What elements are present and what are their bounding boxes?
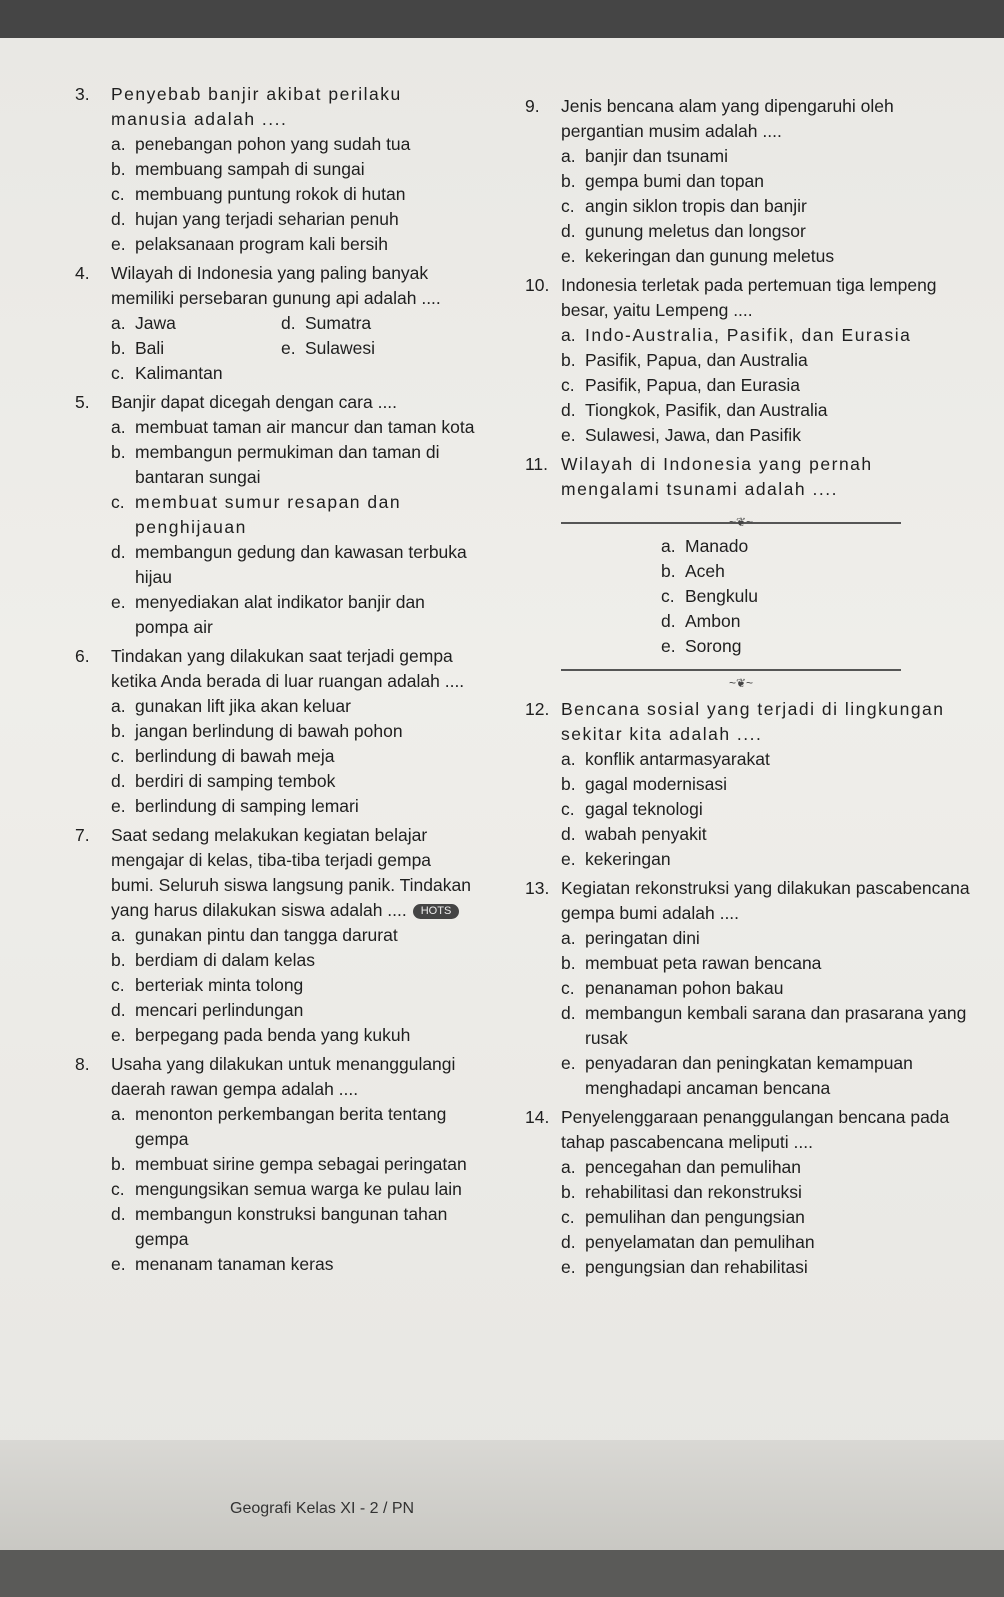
option[interactable]	[525, 772, 970, 797]
option-letter: a.	[561, 1157, 576, 1177]
right-column	[525, 94, 970, 1280]
option[interactable]	[75, 1252, 475, 1277]
option-letter: c.	[561, 1207, 575, 1227]
option[interactable]	[525, 323, 970, 348]
option-text: pencegahan dan pemulihan	[585, 1157, 802, 1177]
option-text: menanam tanaman keras	[135, 1254, 334, 1274]
option-letter: b.	[111, 338, 126, 358]
option[interactable]	[525, 747, 970, 772]
question-7-text: Saat sedang melakukan kegiatan belajar mengajar di kelas, tiba-tiba terjadi gempa bumi. Seluruh siswa langsung panik. Tindakan yang harus dilakukan siswa adalah ....	[111, 825, 471, 920]
option-letter: e.	[561, 1257, 576, 1277]
option-letter: d.	[561, 221, 576, 241]
option-letter: c.	[561, 799, 575, 819]
option-letter: b.	[111, 1154, 126, 1174]
option-text: pemulihan dan pengungsian	[585, 1207, 805, 1227]
question-number: 10.	[525, 275, 550, 295]
option-letter: c.	[111, 363, 125, 383]
option-letter: e.	[561, 246, 576, 266]
option-text: berteriak minta tolong	[135, 975, 304, 995]
option-text: Manado	[685, 536, 749, 556]
option-letter: c.	[561, 196, 575, 216]
option[interactable]	[75, 1023, 475, 1048]
option-text: membuat taman air mancur dan taman kota	[135, 417, 475, 437]
question-3	[75, 82, 475, 257]
question-10	[525, 273, 970, 448]
option-letter: b.	[111, 159, 126, 179]
option-text: Sulawesi, Jawa, dan Pasifik	[585, 425, 801, 445]
option-text: penyadaran dan peningkatan kemampuan menghadapi ancaman bencana	[585, 1053, 913, 1098]
option-text: Jawa	[135, 313, 176, 333]
option-text: Pasifik, Papua, dan Australia	[585, 350, 808, 370]
option[interactable]	[525, 797, 970, 822]
option[interactable]	[525, 951, 970, 976]
question-text: Wilayah di Indonesia yang paling banyak memiliki persebaran gunung api adalah ....	[111, 263, 441, 308]
option[interactable]	[75, 182, 475, 207]
question-number: 8.	[75, 1054, 90, 1074]
option[interactable]	[75, 1177, 475, 1202]
option-letter: c.	[561, 375, 575, 395]
question-14	[525, 1105, 970, 1280]
option-text: gunung meletus dan longsor	[585, 221, 806, 241]
option[interactable]	[281, 336, 451, 361]
question-11	[525, 452, 970, 690]
option[interactable]	[525, 1155, 970, 1180]
option-text: wabah penyakit	[585, 824, 707, 844]
option[interactable]	[525, 194, 970, 219]
option[interactable]	[561, 534, 901, 559]
option[interactable]	[111, 336, 281, 361]
option[interactable]	[75, 440, 475, 490]
option-text: berlindung di bawah meja	[135, 746, 335, 766]
option-text: kekeringan dan gunung meletus	[585, 246, 835, 266]
option[interactable]	[75, 132, 475, 157]
option-letter: e.	[281, 338, 296, 358]
option-letter: d.	[111, 1000, 126, 1020]
option-letter: c.	[111, 1179, 125, 1199]
question-text: Kegiatan rekonstruksi yang dilakukan pascabencana gempa bumi adalah ....	[561, 878, 970, 923]
option-letter: d.	[111, 542, 126, 562]
option-text: membuang sampah di sungai	[135, 159, 365, 179]
option[interactable]	[561, 559, 901, 584]
question-number: 3.	[75, 84, 90, 104]
option-letter: b.	[561, 953, 576, 973]
question-text: Bencana sosial yang terjadi di lingkungan sekitar kita adalah ....	[561, 699, 945, 744]
option[interactable]	[561, 584, 901, 609]
option-text: gunakan lift jika akan keluar	[135, 696, 351, 716]
question-text: Usaha yang dilakukan untuk menanggulangi daerah rawan gempa adalah ....	[111, 1054, 456, 1099]
option[interactable]	[525, 976, 970, 1001]
ornament-icon: ~❦~	[728, 676, 754, 690]
option-letter: b.	[561, 350, 576, 370]
question-text	[111, 823, 475, 923]
option-letter: a.	[111, 134, 126, 154]
question-text: Penyebab banjir akibat perilaku manusia adalah ....	[111, 84, 402, 129]
option[interactable]	[75, 1102, 475, 1152]
option-letter: d.	[111, 771, 126, 791]
question-number: 6.	[75, 646, 90, 666]
option-text: mencari perlindungan	[135, 1000, 304, 1020]
question-text: Banjir dapat dicegah dengan cara ....	[111, 392, 398, 412]
option-letter: a.	[561, 749, 576, 769]
option-letter: a.	[561, 325, 576, 345]
option[interactable]	[75, 1152, 475, 1177]
page-footer: Geografi Kelas XI - 2 / PN	[230, 1500, 415, 1517]
option-text: Bali	[135, 338, 165, 358]
option-letter: b.	[111, 721, 126, 741]
option[interactable]	[75, 540, 475, 590]
option-text: membuat sirine gempa sebagai peringatan	[135, 1154, 467, 1174]
question-9	[525, 94, 970, 269]
question-12	[525, 697, 970, 872]
option-letter: b.	[561, 171, 576, 191]
option-text: Sumatra	[305, 313, 372, 333]
option-letter: c.	[561, 978, 575, 998]
question-number: 4.	[75, 263, 90, 283]
option[interactable]	[525, 348, 970, 373]
option-text: menyediakan alat indikator banjir dan pompa air	[135, 592, 425, 637]
question-number: 13.	[525, 878, 550, 898]
question-4	[75, 261, 475, 386]
option[interactable]	[525, 398, 970, 423]
option[interactable]	[75, 923, 475, 948]
option[interactable]	[525, 822, 970, 847]
option-letter: b.	[661, 561, 676, 581]
option[interactable]	[525, 1180, 970, 1205]
option-text: mengungsikan semua warga ke pulau lain	[135, 1179, 462, 1199]
option-letter: e.	[111, 234, 126, 254]
option[interactable]	[75, 973, 475, 998]
option-text: Ambon	[685, 611, 741, 631]
option-text: penebangan pohon yang sudah tua	[135, 134, 411, 154]
option-text: rehabilitasi dan rekonstruksi	[585, 1182, 802, 1202]
option-letter: d.	[561, 824, 576, 844]
option-text: kekeringan	[585, 849, 671, 869]
option-letter: e.	[111, 1254, 126, 1274]
option[interactable]	[525, 1205, 970, 1230]
option-letter: d.	[111, 209, 126, 229]
option-text: membuat sumur resapan dan penghijauan	[135, 492, 402, 537]
option[interactable]	[561, 634, 901, 659]
option-text: Sulawesi	[305, 338, 376, 358]
option-letter: e.	[111, 796, 126, 816]
option-text: Aceh	[685, 561, 725, 581]
option-text: gagal modernisasi	[585, 774, 728, 794]
option-text: konflik antarmasyarakat	[585, 749, 770, 769]
option[interactable]	[75, 361, 475, 386]
option-text: Tiongkok, Pasifik, dan Australia	[585, 400, 828, 420]
question-5	[75, 390, 475, 640]
option-letter: d.	[111, 1204, 126, 1224]
ornament-icon: ~❦~	[728, 515, 754, 529]
option-text: Kalimantan	[135, 363, 223, 383]
option[interactable]	[525, 244, 970, 269]
option-letter: b.	[111, 950, 126, 970]
option[interactable]	[525, 169, 970, 194]
question-number: 11.	[525, 454, 549, 474]
option-text: berdiam di dalam kelas	[135, 950, 315, 970]
option-text: berdiri di samping tembok	[135, 771, 336, 791]
option[interactable]	[75, 207, 475, 232]
option-text: penyelamatan dan pemulihan	[585, 1232, 815, 1252]
option-letter: a.	[111, 1104, 126, 1124]
option-text: peringatan dini	[585, 928, 700, 948]
option[interactable]	[525, 219, 970, 244]
option-letter: e.	[111, 592, 126, 612]
question-text: Tindakan yang dilakukan saat terjadi gempa ketika Anda berada di luar ruangan adalah ....	[111, 646, 465, 691]
option-letter: a.	[561, 146, 576, 166]
left-column	[75, 82, 475, 1277]
option-letter: e.	[111, 1025, 126, 1045]
option-letter: b.	[561, 1182, 576, 1202]
answer-box	[561, 515, 901, 690]
option-text: membangun kembali sarana dan prasarana yang rusak	[585, 1003, 967, 1048]
option[interactable]	[75, 998, 475, 1023]
option-text: banjir dan tsunami	[585, 146, 728, 166]
option[interactable]	[525, 144, 970, 169]
option[interactable]	[525, 1230, 970, 1255]
option[interactable]	[561, 609, 901, 634]
option[interactable]	[75, 719, 475, 744]
option-letter: a.	[111, 696, 126, 716]
option-letter: c.	[111, 975, 125, 995]
option[interactable]	[75, 157, 475, 182]
option-letter: a.	[111, 925, 126, 945]
option-text: hujan yang terjadi seharian penuh	[135, 209, 399, 229]
question-number: 7.	[75, 825, 90, 845]
page-footer-strip	[0, 1440, 1004, 1550]
option-letter: d.	[561, 1232, 576, 1252]
option-text: jangan berlindung di bawah pohon	[135, 721, 403, 741]
option-letter: d.	[561, 400, 576, 420]
option-letter: e.	[561, 849, 576, 869]
option-letter: c.	[111, 492, 125, 512]
question-13	[525, 876, 970, 1101]
option-letter: e.	[561, 1053, 576, 1073]
option-letter: d.	[561, 1003, 576, 1023]
option-text: membangun gedung dan kawasan terbuka hijau	[135, 542, 467, 587]
option[interactable]	[75, 694, 475, 719]
option-text: gagal teknologi	[585, 799, 703, 819]
option-letter: c.	[111, 746, 125, 766]
option-text: penanaman pohon bakau	[585, 978, 784, 998]
option-letter: a.	[111, 417, 126, 437]
option-letter: a.	[561, 928, 576, 948]
question-text: Penyelenggaraan penanggulangan bencana pada tahap pascabencana meliputi ....	[561, 1107, 950, 1152]
option[interactable]	[525, 926, 970, 951]
option-letter: c.	[661, 586, 675, 606]
option-letter: d.	[661, 611, 676, 631]
option[interactable]	[75, 490, 475, 540]
option-text: berpegang pada benda yang kukuh	[135, 1025, 411, 1045]
option[interactable]	[525, 1051, 970, 1101]
option[interactable]	[75, 232, 475, 257]
option-text: Pasifik, Papua, dan Eurasia	[585, 375, 800, 395]
option-letter: d.	[281, 313, 296, 333]
option[interactable]	[525, 373, 970, 398]
option-text: angin siklon tropis dan banjir	[585, 196, 807, 216]
option-text: gunakan pintu dan tangga darurat	[135, 925, 398, 945]
hots-badge: HOTS	[413, 904, 460, 919]
option[interactable]	[525, 847, 970, 872]
option-text: membuat peta rawan bencana	[585, 953, 822, 973]
option-letter: b.	[561, 774, 576, 794]
question-number: 5.	[75, 392, 90, 412]
option[interactable]	[75, 794, 475, 819]
option-letter: a.	[111, 313, 126, 333]
option-letter: c.	[111, 184, 125, 204]
option-text: menonton perkembangan berita tentang gempa	[135, 1104, 447, 1149]
option-text: membangun permukiman dan taman di bantaran sungai	[135, 442, 440, 487]
option-text: Sorong	[685, 636, 742, 656]
question-number: 14.	[525, 1107, 550, 1127]
option[interactable]	[75, 744, 475, 769]
option-text: pengungsian dan rehabilitasi	[585, 1257, 808, 1277]
option-text: Indo-Australia, Pasifik, dan Eurasia	[585, 325, 912, 345]
option-letter: e.	[561, 425, 576, 445]
option[interactable]	[281, 311, 451, 336]
option-letter: e.	[661, 636, 676, 656]
question-7	[75, 823, 475, 1048]
option-text: pelaksanaan program kali bersih	[135, 234, 388, 254]
option[interactable]	[525, 1255, 970, 1280]
question-number: 12.	[525, 699, 550, 719]
question-text: Jenis bencana alam yang dipengaruhi oleh pergantian musim adalah ....	[561, 96, 894, 141]
question-6	[75, 644, 475, 819]
option[interactable]	[75, 948, 475, 973]
option[interactable]	[111, 311, 281, 336]
option-letter: a.	[661, 536, 676, 556]
option-letter: b.	[111, 442, 126, 462]
option-text: membuang puntung rokok di hutan	[135, 184, 406, 204]
question-text: Wilayah di Indonesia yang pernah mengalami tsunami adalah ....	[561, 454, 873, 499]
option[interactable]	[75, 769, 475, 794]
option-text: Bengkulu	[685, 586, 758, 606]
option[interactable]	[75, 590, 475, 640]
option[interactable]	[525, 1001, 970, 1051]
option-text: gempa bumi dan topan	[585, 171, 765, 191]
option[interactable]	[75, 1202, 475, 1252]
option-text: berlindung di samping lemari	[135, 796, 359, 816]
option[interactable]	[75, 415, 475, 440]
question-text: Indonesia terletak pada pertemuan tiga lempeng besar, yaitu Lempeng ....	[561, 275, 937, 320]
question-8	[75, 1052, 475, 1277]
question-number: 9.	[525, 96, 540, 116]
option-text: membangun konstruksi bangunan tahan gempa	[135, 1204, 448, 1249]
option[interactable]	[525, 423, 970, 448]
